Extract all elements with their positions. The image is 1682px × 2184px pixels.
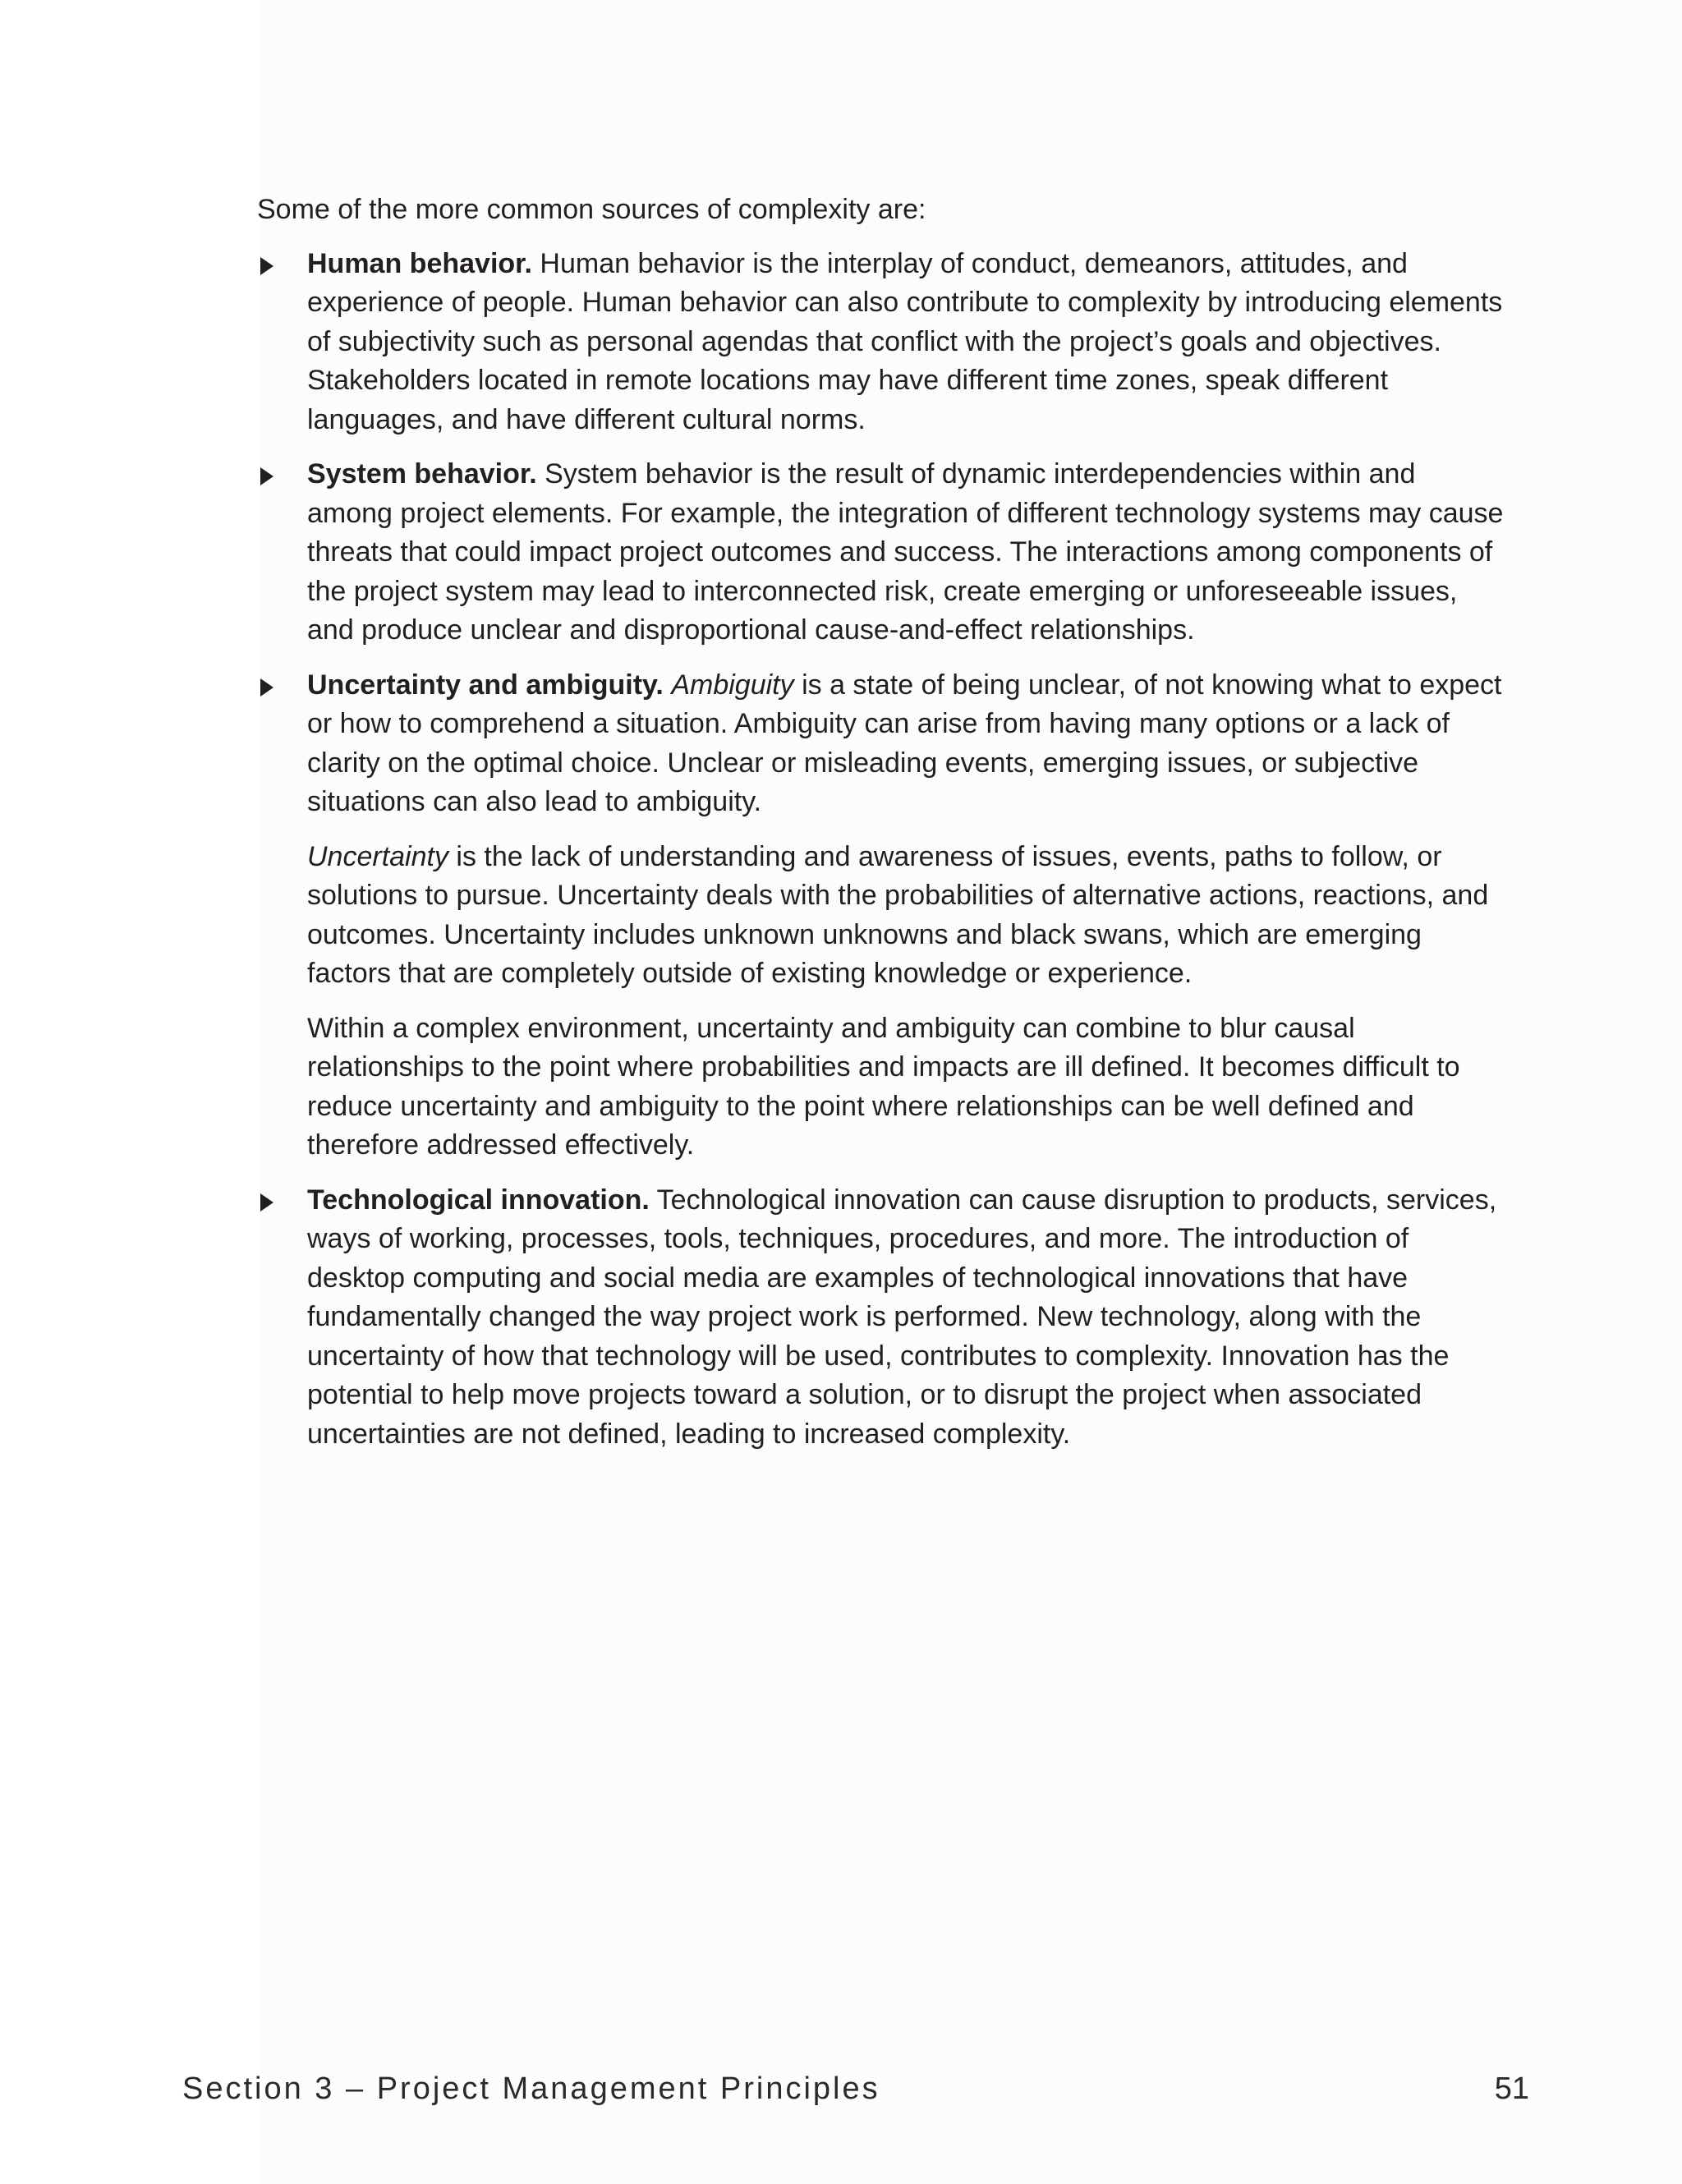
list-item	[257, 455, 1505, 651]
italic-term: Ambiguity	[671, 669, 794, 701]
bullet-term: Uncertainty and ambiguity.	[307, 669, 664, 701]
bullet-term: Human behavior.	[307, 247, 532, 279]
bullet-text: System behavior is the result of dynamic interdependencies within and among project elements. For example, the integration of different technology systems may cause threats that could impact project outcomes and success. The interactions among components of the project system may lead to interconnected risk, create emerging or unforeseeable issues, and produce unclear and disproportional cause-and-effect relationships.	[307, 458, 1504, 646]
italic-term: Uncertainty	[307, 840, 448, 872]
page-number: 51	[1494, 2071, 1529, 2106]
triangle-bullet-icon	[260, 1193, 273, 1212]
bullet-paragraph	[307, 1009, 1505, 1166]
footer-section-title: Section 3 – Project Management Principles	[182, 2071, 880, 2106]
bullet-text: is a state of being unclear, of not knowing what to expect or how to comprehend a situation. Ambiguity can arise from having many options or a lack of clarity on the optimal choice. Unclear or misleading events, emerging issues, or subjective situations can also lead to ambiguity.	[307, 669, 1502, 817]
bullet-term: System behavior.	[307, 458, 537, 490]
intro-paragraph: Some of the more common sources of complexity are:	[257, 194, 926, 225]
bullet-text: Technological innovation can cause disruption to products, services, ways of working, processes, tools, techniques, procedures, and more. The introduction of desktop computing and social media are examples of technological innovations that have fundamentally changed the way project work is performed. New technology, along with the uncertainty of how that technology will be used, contributes to complexity. Innovation has the potential to help move projects toward a solution, or to disrupt the project when associated uncertainties are not defined, leading to increased complexity.	[307, 1184, 1497, 1450]
bullet-paragraph	[307, 455, 1505, 651]
bullet-term: Technological innovation.	[307, 1184, 650, 1216]
page-footer	[182, 2068, 1529, 2109]
triangle-bullet-icon	[260, 257, 273, 275]
triangle-bullet-icon	[260, 467, 273, 485]
list-item	[257, 666, 1505, 1166]
bullet-paragraph	[307, 1181, 1505, 1455]
bullet-paragraph	[307, 666, 1505, 822]
triangle-bullet-icon	[260, 678, 273, 697]
bullet-text: Human behavior is the interplay of conduct, demeanors, attitudes, and experience of people. Human behavior can also contribute to complexity by introducing elements of subjectivity such as personal agendas that conflict with the project’s goals and objectives. Stakeholders located in remote locations may have different time zones, speak different languages, and have different cultural norms.	[307, 247, 1503, 435]
bullet-paragraph	[307, 838, 1505, 994]
bullet-text: is the lack of understanding and awareness of issues, events, paths to follow, or solutions to pursue. Uncertainty deals with the probabilities of alternative actions, reactions, and outcomes. Uncertainty includes unknown unknowns and black swans, which are emerging factors that are completely outside of existing knowledge or experience.	[307, 840, 1489, 989]
bullet-text: Within a complex environment, uncertainty and ambiguity can combine to blur causal relationships to the point where probabilities and impacts are ill defined. It becomes difficult to reduce uncertainty and ambiguity to the point where relationships can be well defined and therefore addressed effectively.	[307, 1012, 1460, 1161]
bullet-paragraph	[307, 245, 1505, 440]
list-item	[257, 245, 1505, 440]
list-item	[257, 1181, 1505, 1455]
document-body	[257, 191, 1505, 1469]
